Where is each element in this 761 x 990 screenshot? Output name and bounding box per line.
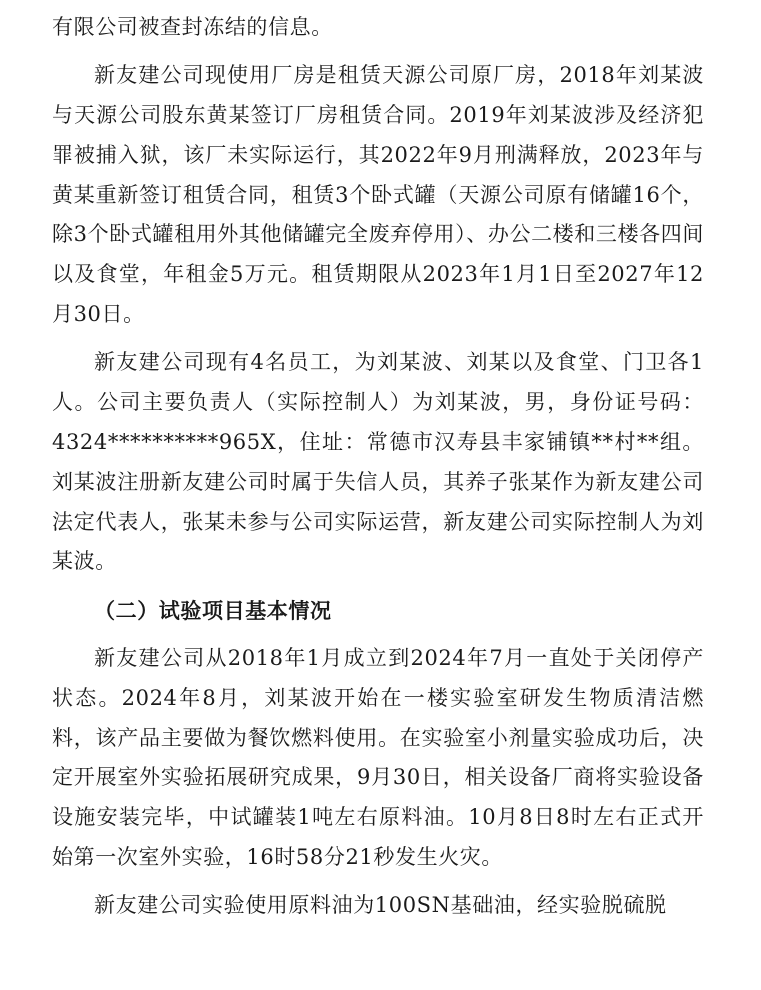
paragraph-continuation: 有限公司被查封冻结的信息。 [52,15,333,39]
document-page [52,8,704,935]
paragraph-factory-lease: 新友建公司现使用厂房是租赁天源公司原厂房，2018年刘某波与天源公司股东黄某签订厂房租赁合同。2019年刘某波涉及经济犯罪被捕入狱，该厂未实际运行，其2022年9月刑满释放，2023年与黄某重新签订租赁合同，租赁3个卧式罐（天源公司原有储罐16个，除3个卧式罐租用外其他储罐完全废弃停用）、办公二楼和三楼各四间以及食堂，年租金5万元。租赁期限从2023年1月1日至2027年12月30日。 [52,63,704,327]
paragraph-raw-material: 新友建公司实验使用原料油为100SN基础油，经实验脱硫脱 [94,893,667,918]
section-heading: （二）试验项目基本情况 [94,597,332,623]
paragraph-test-project: 新友建公司从2018年1月成立到2024年7月一直处于关闭停产状态。2024年8月，刘某波开始在一楼实验室研发生物质清洁燃料，该产品主要做为餐饮燃料使用。在实验室小剂量实验成功后，决定开展室外实验拓展研究成果，9月30日，相关设备厂商将实验设备设施安装完毕，中试罐装1吨左右原料油。10月8日8时左右正式开始第一次室外实验，16时58分21秒发生火灾。 [52,645,704,869]
paragraph-company-staff: 新友建公司现有4名员工，为刘某波、刘某以及食堂、门卫各1人。公司主要负责人（实际控制人）为刘某波，男，身份证号码：4324**********965X，住址：常德市汉寿县丰家铺镇**村**组。刘某波注册新友建公司时属于失信人员，其养子张某作为新友建公司法定代表人，张某未参与公司实际运营，新友建公司实际控制人为刘某波。 [52,350,704,574]
